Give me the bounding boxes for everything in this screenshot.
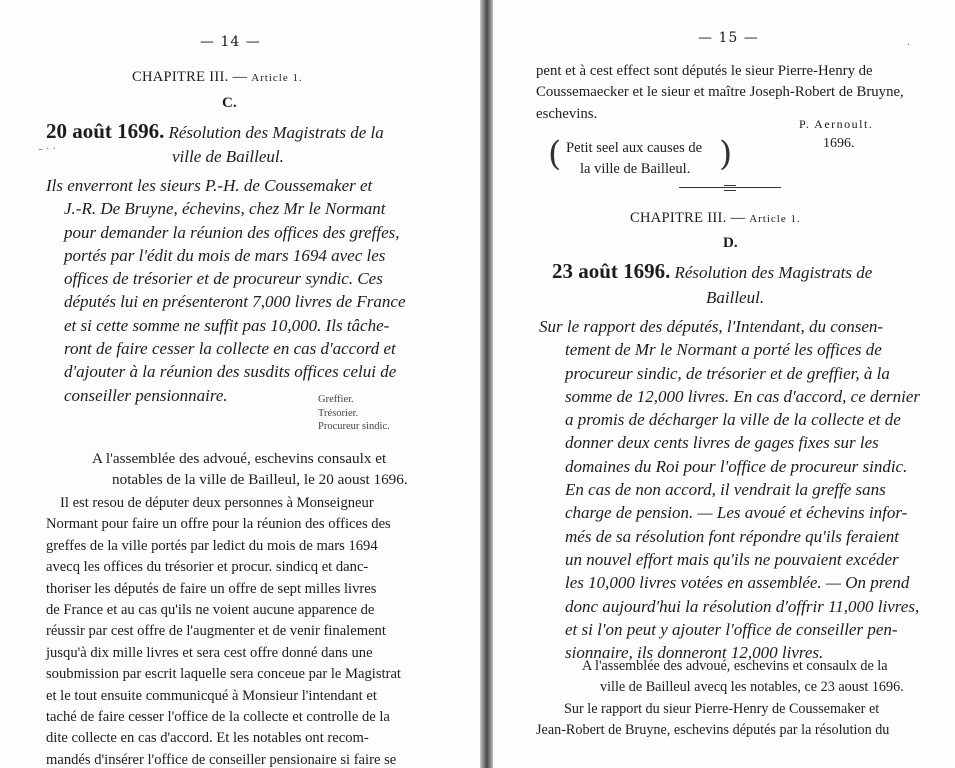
summary-line: ront de faire cesser la collecte en cas d'accord et xyxy=(64,339,396,359)
assembly-line: A l'assemblée des advoué, eschevins consaulx et xyxy=(92,450,387,467)
summary-line: Sur le rapport des députés, l'Intendant, du consen- xyxy=(539,317,884,336)
summary-line: portés par l'édit du mois de mars 1694 avec les xyxy=(64,245,386,265)
offices-item: Trésorier. xyxy=(318,407,359,419)
assembly-line: A l'assemblée des advoué, eschevins et consaulx de la xyxy=(582,658,888,674)
offices-list xyxy=(318,393,390,434)
divider-ornament xyxy=(724,185,736,191)
assembly-heading xyxy=(92,448,408,491)
continued-line: Coussemaecker et le sieur et maître Joseph-Robert de Bruyne, xyxy=(536,84,904,101)
resolution-date: 23 août 1696. xyxy=(552,259,671,283)
transcript-line: mandés d'insérer l'office de conseiller pensionaire si faire se xyxy=(46,751,397,768)
summary-line: un nouvel effort mais qu'ils ne pouvaient excéder xyxy=(565,549,899,569)
seal-line: Petit seel aux causes de xyxy=(566,140,703,156)
summary-line: charge de pension. — Les avoué et échevins infor- xyxy=(565,503,908,523)
summary-paragraph xyxy=(46,174,423,407)
offices-item: Procureur sindic. xyxy=(318,421,390,432)
transcript-line: et le tout ensuite communicqué à Monsieur l'intendant et xyxy=(46,687,377,704)
transcript-line: Il est resou de députer deux personnes à Monseigneur xyxy=(60,495,374,511)
resolution-title-cont: ville de Bailleul. xyxy=(172,147,284,166)
resolution-title: Résolution des Magistrats de xyxy=(674,263,873,282)
summary-line: somme de 12,000 livres. En cas d'accord, ce dernier xyxy=(565,386,921,406)
seal-bracket-left: ( xyxy=(548,134,562,174)
assembly-heading xyxy=(582,656,904,699)
offices-item: Greffier. xyxy=(318,394,354,405)
summary-line: a promis de décharger la ville de la collecte et de xyxy=(565,410,901,430)
resolution-title: Résolution des Magistrats de la xyxy=(168,123,384,142)
continued-line: pent et à cest effect sont députés le sieur Pierre-Henry de xyxy=(536,63,873,79)
chapter-heading xyxy=(630,210,801,227)
seal-note xyxy=(566,138,702,180)
section-letter: C. xyxy=(222,95,237,111)
ink-speck: · xyxy=(907,40,911,51)
summary-line: d'ajouter à la réunion des susdits offices celui de xyxy=(64,362,397,382)
continued-paragraph xyxy=(536,61,926,125)
transcript-line: taché de faire cesser l'office de la collecte et controlle de la xyxy=(46,709,390,726)
summary-paragraph xyxy=(539,315,929,664)
article-label: Article 1. xyxy=(251,72,303,84)
summary-line: députés lui en présenteront 7,000 livres de France xyxy=(64,292,406,312)
transcript-line: Normant pour faire un offre pour la réunion des offices des xyxy=(46,516,391,533)
summary-line: més de sa résolution font répondre qu'ils feraient xyxy=(565,526,900,546)
summary-line: pour demander la réunion des offices des greffes, xyxy=(64,222,400,242)
transcript-line: jusqu'à dix mille livres et sera cest offre donné dans une xyxy=(46,644,373,661)
summary-line: et si cette somme ne suffit pas 10,000. Ils tâche- xyxy=(64,315,390,335)
transcript-line: Jean-Robert de Bruyne, eschevins députés par la résolution du xyxy=(536,722,890,739)
assembly-line: notables de la ville de Bailleul, le 20 aoust 1696. xyxy=(112,471,408,489)
chapter-prefix: CHAPITRE III. — xyxy=(132,69,252,85)
chapter-prefix: CHAPITRE III. — xyxy=(630,210,750,226)
transcript-line: réussir par cest offre de l'augmenter et de venir finalement xyxy=(46,623,386,640)
page-number: — 15 — xyxy=(698,30,759,46)
resolution-date: 20 août 1696. xyxy=(46,119,165,143)
section-letter: D. xyxy=(723,235,738,251)
transcript-line: avecq les offices du trésorier et procur. sindicq et danc- xyxy=(46,559,369,576)
summary-line: et si l'on peut y ajouter l'office de conseiller pen- xyxy=(565,619,898,639)
chapter-heading xyxy=(132,69,303,86)
summary-line: domaines du Roi pour l'office de procureur sindic. xyxy=(565,456,908,476)
assembly-line: ville de Bailleul avecq les notables, ce 23 aoust 1696. xyxy=(600,679,904,696)
page-number: — 14 — xyxy=(200,34,261,50)
resolution-heading xyxy=(46,119,384,144)
ink-speck: – · · xyxy=(38,144,56,155)
transcript-line: de France et au cas qu'ils ne voient aucune apparence de xyxy=(46,602,375,619)
transcript-line: greffes de la ville portés par ledict du mois de mars 1694 xyxy=(46,537,378,554)
summary-line: donc aujourd'hui la résolution d'offrir 11,000 livres, xyxy=(565,596,920,616)
book-gutter xyxy=(480,0,493,768)
seal-line: la ville de Bailleul. xyxy=(580,161,691,177)
summary-line: sionnaire, ils donneront 12,000 livres. xyxy=(565,643,824,663)
transcript-line: thoriser les députés de faire un offre de sept milles livres xyxy=(46,580,377,597)
signature-name: P. Aernoult. xyxy=(799,117,874,131)
summary-line: procureur sindic, de trésorier et de greffier, à la xyxy=(565,363,890,383)
summary-line: tement de Mr le Normant a porté les offices de xyxy=(565,340,882,360)
summary-line: donner deux cents livres de gages fixes sur les xyxy=(565,433,879,453)
seal-bracket-right: ) xyxy=(719,134,733,174)
summary-line: offices de trésorier et de procureur syndic. Ces xyxy=(64,269,383,289)
continued-line: eschevins. xyxy=(536,105,598,122)
summary-line: les 10,000 livres votées en assemblée. — On prend xyxy=(565,573,910,593)
transcript-line: soubmission par escrit laquelle sera conceue par le Magistrat xyxy=(46,666,401,683)
transcript-line: Sur le rapport du sieur Pierre-Henry de Coussemaker et xyxy=(564,701,880,717)
summary-line: En cas de non accord, il vendrait la greffe sans xyxy=(565,480,886,500)
resolution-heading xyxy=(552,259,872,284)
transcript-paragraph xyxy=(536,699,889,742)
transcript-line: dite collecte en cas d'accord. Et les notables ont recom- xyxy=(46,730,369,747)
right-page xyxy=(493,0,955,768)
summary-line: Ils enverront les sieurs P.-H. de Coussemaker et xyxy=(46,176,373,195)
article-label: Article 1. xyxy=(749,213,801,225)
signature-year: 1696. xyxy=(823,136,855,151)
signature xyxy=(799,117,873,133)
summary-line: conseiller pensionnaire. xyxy=(64,385,228,405)
transcript-paragraph xyxy=(46,493,426,768)
resolution-title-cont: Bailleul. xyxy=(706,288,765,307)
summary-line: J.-R. De Bruyne, échevins, chez Mr le Normant xyxy=(64,199,386,219)
